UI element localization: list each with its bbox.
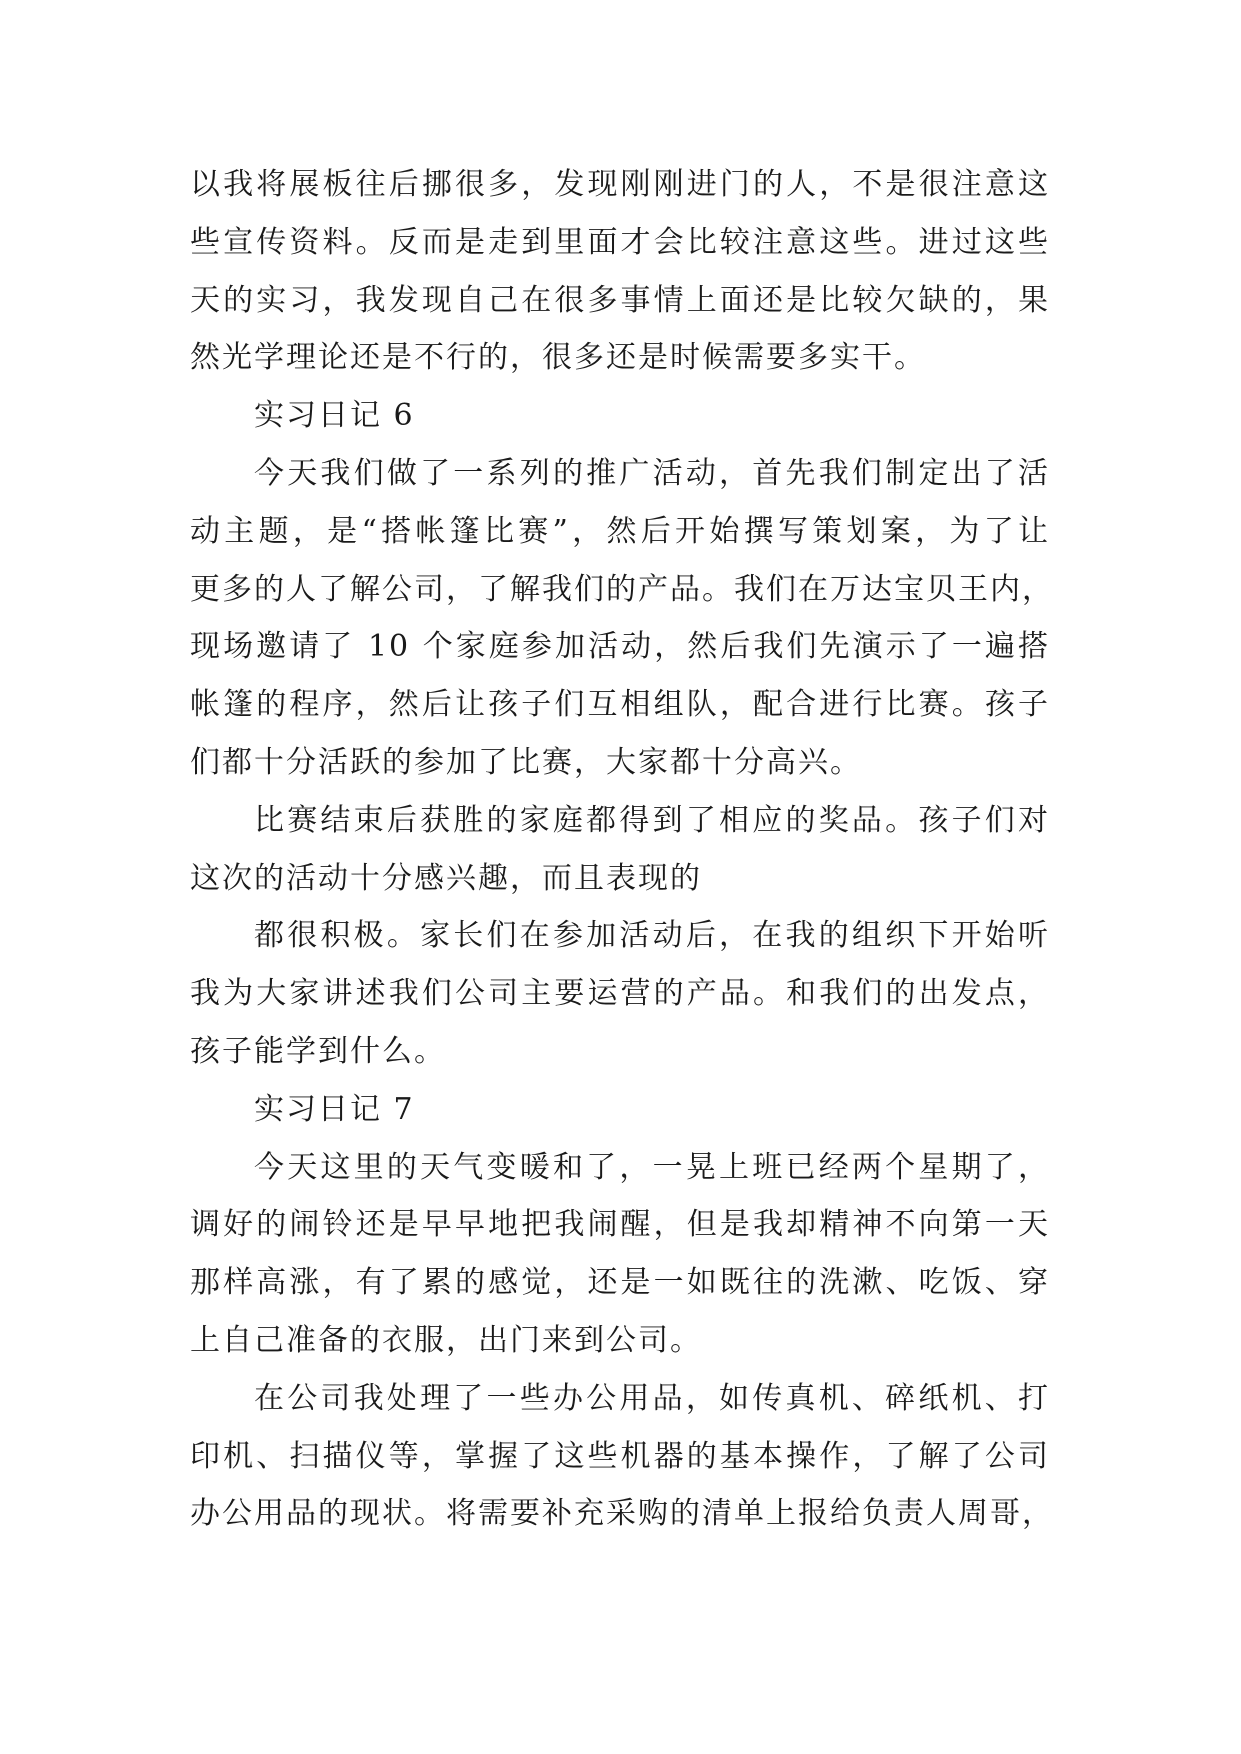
text-line: 比赛结束后获胜的家庭都得到了相应的奖品。孩子们对 (254, 802, 1050, 838)
text-line: 上自己准备的衣服，出门来到公司。 (190, 1322, 702, 1358)
text-line: 实习日记 7 (254, 1091, 415, 1127)
text-line: 办公用品的现状。将需要补充采购的清单上报给负责人周哥， (190, 1496, 1054, 1532)
text-line: 然光学理论还是不行的，很多还是时候需要多实干。 (190, 340, 926, 376)
text-line: 些宣传资料。反而是走到里面才会比较注意这些。进过这些 (190, 224, 1050, 260)
text-line: 调好的闹铃还是早早地把我闹醒，但是我却精神不向第一天 (190, 1207, 1050, 1243)
text-line: 在公司我处理了一些办公用品，如传真机、碎纸机、打 (254, 1380, 1050, 1416)
text-line: 那样高涨，有了累的感觉，还是一如既往的洗漱、吃饭、穿 (190, 1265, 1050, 1301)
text-line: 实习日记 6 (254, 398, 415, 434)
text-line: 孩子能学到什么。 (190, 1033, 446, 1069)
text-line: 印机、扫描仪等，掌握了这些机器的基本操作，了解了公司 (190, 1438, 1050, 1474)
text-line: 现场邀请了 10 个家庭参加活动，然后我们先演示了一遍搭 (190, 629, 1050, 665)
text-line: 动主题，是“搭帐篷比赛”，然后开始撰写策划案，为了让 (190, 513, 1050, 549)
text-line: 们都十分活跃的参加了比赛，大家都十分高兴。 (190, 744, 862, 780)
text-line: 以我将展板往后挪很多，发现刚刚进门的人，不是很注意这 (190, 167, 1050, 202)
text-line: 今天这里的天气变暖和了，一晃上班已经两个星期了， (254, 1149, 1050, 1185)
text-line: 更多的人了解公司，了解我们的产品。我们在万达宝贝王内， (190, 571, 1054, 607)
text-line: 这次的活动十分感兴趣，而且表现的 (190, 860, 702, 896)
text-line: 我为大家讲述我们公司主要运营的产品。和我们的出发点， (190, 976, 1050, 1012)
text-line: 天的实习，我发现自己在很多事情上面还是比较欠缺的，果 (190, 282, 1050, 318)
text-line: 都很积极。家长们在参加活动后，在我的组织下开始听 (254, 918, 1050, 954)
text-line: 帐篷的程序，然后让孩子们互相组队，配合进行比赛。孩子 (190, 687, 1050, 723)
document-body (190, 156, 1054, 1543)
text-line: 今天我们做了一系列的推广活动，首先我们制定出了活 (254, 455, 1050, 491)
